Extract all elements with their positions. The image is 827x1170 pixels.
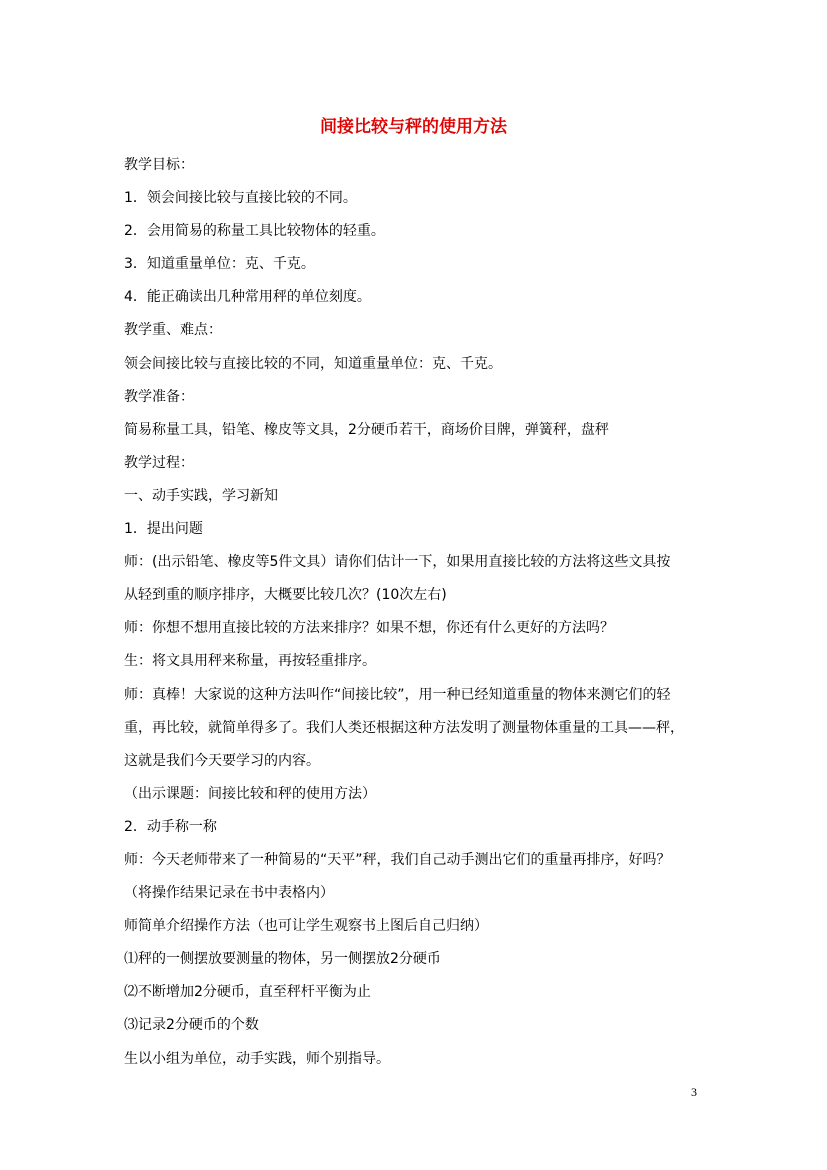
body-line: 教学准备：	[124, 388, 194, 405]
body-line: 师：(出示铅笔、橡皮等5件文具）请你们估计一下，如果用直接比较的方法将这些文具按	[124, 554, 671, 571]
body-line: 1．领会间接比较与直接比较的不同。	[124, 190, 357, 207]
body-line: 师：今天老师带来了一种简易的“天平”秤，我们自己动手测出它们的重量再排序，好吗？	[124, 851, 671, 868]
page-number: 3	[691, 1085, 697, 1099]
body-line: 2．会用简易的称量工具比较物体的轻重。	[124, 223, 385, 240]
body-line: ⑴秤的一侧摆放要测量的物体，另一侧摆放2分硬币	[124, 951, 441, 968]
body-line: 师简单介绍操作方法（也可让学生观察书上图后自己归纳）	[124, 918, 488, 935]
body-line: ⑶记录2分硬币的个数	[124, 1017, 259, 1034]
body-line: （将操作结果记录在书中表格内）	[124, 885, 334, 902]
body-line: ⑵不断增加2分硬币，直至秤杆平衡为止	[124, 984, 371, 1001]
body-line: 2．动手称一称	[124, 818, 217, 835]
body-line: 简易称量工具，铅笔、橡皮等文具，2分硬币若干，商场价目牌，弹簧秤，盘秤	[124, 421, 609, 438]
body-line: 教学目标：	[124, 157, 194, 173]
body-line: 4．能正确读出几种常用秤的单位刻度。	[124, 289, 371, 306]
document-body	[124, 149, 714, 1076]
body-line: 生以小组为单位，动手实践，师个别指导。	[124, 1050, 390, 1067]
body-line: 教学重、难点：	[124, 322, 222, 339]
body-line: 师：真棒！大家说的这种方法叫作“间接比较”，用一种已经知道重量的物体来测它们的轻	[124, 686, 671, 703]
body-line: 教学过程：	[124, 454, 194, 471]
body-line: 1．提出问题	[124, 521, 203, 538]
body-line: 师：你想不想用直接比较的方法来排序？如果不想，你还有什么更好的方法吗？	[124, 620, 614, 637]
body-line: 这就是我们今天要学习的内容。	[124, 752, 320, 769]
body-line: 重，再比较，就简单得多了。我们人类还根据这种方法发明了测量物体重量的工具——秤，	[124, 719, 684, 736]
body-line: 3．知道重量单位：克、千克。	[124, 256, 315, 273]
document-title: 间接比较与秤的使用方法	[320, 117, 507, 137]
body-line: （出示课题：间接比较和秤的使用方法）	[124, 785, 376, 802]
body-line: 一、动手实践，学习新知	[124, 487, 278, 504]
body-line: 领会间接比较与直接比较的不同，知道重量单位：克、千克。	[124, 355, 502, 372]
body-line: 生：将文具用秤来称量，再按轻重排序。	[124, 653, 376, 670]
body-line: 从轻到重的顺序排序，大概要比较几次？(10次左右)	[124, 587, 447, 604]
